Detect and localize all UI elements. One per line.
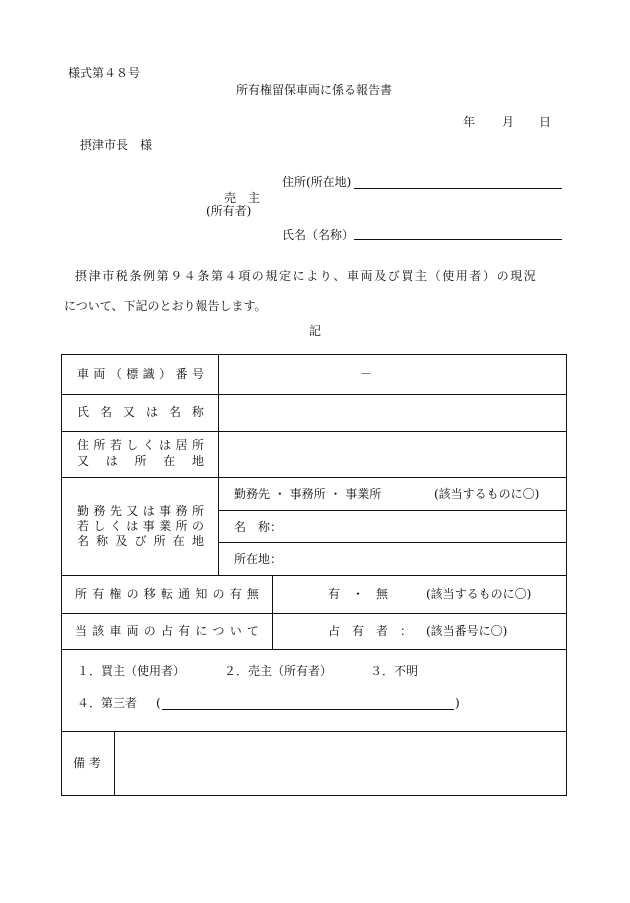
workplace-name-label: 名 称： [234, 520, 283, 534]
remarks-field[interactable] [118, 735, 562, 791]
possessor-label: 占 有 者 ： [328, 624, 413, 638]
col-divider [272, 575, 273, 649]
row-divider [62, 649, 566, 650]
workplace-label-line2: 若 し く は 事 業 所 の [77, 519, 204, 533]
date-month: 月 [502, 115, 515, 129]
date-day: 日 [539, 115, 552, 129]
seller-name-field[interactable] [354, 239, 562, 240]
transfer-note: (該当するものに〇) [426, 587, 532, 601]
row-divider [62, 613, 566, 614]
ki-heading: 記 [309, 324, 322, 338]
row-divider [62, 731, 566, 732]
name-value-field[interactable] [222, 400, 562, 424]
row-divider [62, 431, 566, 432]
seller-name-label: 氏名（名称） [282, 228, 355, 242]
address-label-line1: 住 所 若 し く は 居 所 [77, 438, 204, 452]
vehicle-number-label: 車 両 （ 標 識 ） 番 号 [77, 367, 204, 381]
vehicle-number-value[interactable]: － [360, 367, 373, 381]
report-table [61, 354, 567, 796]
transfer-yes-no-options[interactable]: 有 ・ 無 [328, 587, 389, 601]
transfer-notice-label: 所 有 権 の 移 転 通 知 の 有 無 [75, 587, 259, 601]
date-year: 年 [463, 115, 476, 129]
body-text-line2: について、下記のとおり報告します。 [64, 299, 267, 313]
remarks-label: 備 考 [73, 756, 101, 770]
option-third-party[interactable]: ４．第三者 [77, 696, 138, 710]
row-divider [218, 542, 566, 543]
body-text-line1: 摂津市税条例第９４条第４項の規定により、車両及び買主（使用者）の現況 [75, 269, 538, 283]
row-divider [218, 510, 566, 511]
name-label: 氏 名 又 は 名 称 [77, 405, 204, 419]
seller-label-sub: (所有者) [206, 204, 252, 218]
third-party-paren-open: ( [156, 696, 161, 710]
possession-label: 当 該 車 両 の 占 有 に つ い て [75, 624, 259, 638]
workplace-type-note: (該当するものに〇) [434, 487, 540, 501]
col-divider [218, 355, 219, 575]
seller-label: 売 主 [224, 191, 261, 205]
workplace-label-line1: 勤 務 先 又 は 事 務 所 [77, 504, 204, 518]
row-divider [62, 575, 566, 576]
seller-address-field[interactable] [354, 188, 562, 189]
address-value-field[interactable] [222, 437, 562, 471]
workplace-type-options[interactable]: 勤務先 ・ 事務所 ・ 事業所 [234, 487, 382, 501]
addressee: 摂津市長 様 [80, 138, 153, 152]
workplace-location-label: 所在地： [234, 552, 283, 566]
option-seller[interactable]: ２．売主（所有者） [224, 664, 333, 678]
col-divider [114, 731, 115, 795]
row-divider [62, 477, 566, 478]
row-divider [62, 394, 566, 395]
workplace-label-line3: 名 称 及 び 所 在 地 [77, 534, 204, 548]
option-buyer[interactable]: １．買主（使用者） [77, 664, 186, 678]
seller-address-label: 住所(所在地) [282, 175, 352, 189]
address-label-line2: 又 は 所 在 地 [77, 454, 204, 468]
possession-note: (該当番号に〇) [426, 624, 508, 638]
third-party-input[interactable] [162, 709, 454, 710]
page-title: 所有権留保車両に係る報告書 [236, 83, 393, 97]
form-number: 様式第４８号 [68, 66, 141, 80]
third-party-paren-close: ) [455, 696, 460, 710]
option-unknown[interactable]: ３．不明 [370, 664, 419, 678]
